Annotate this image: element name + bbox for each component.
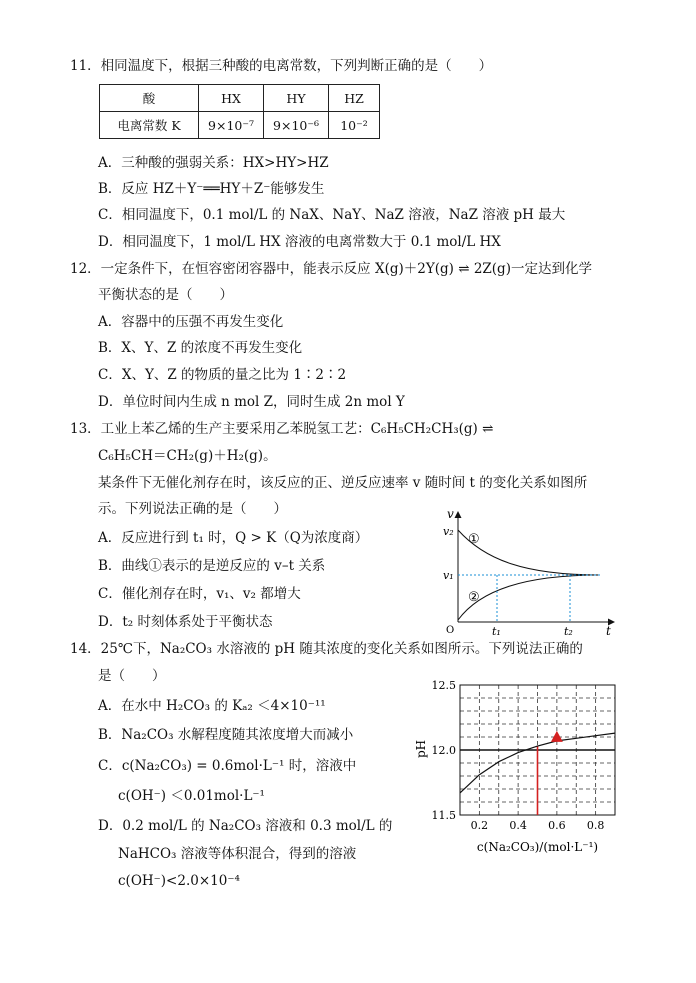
q13-option-c: C．催化剂存在时，v₁、v₂ 都增大 <box>98 586 301 602</box>
curve-2-label: ② <box>468 590 480 605</box>
table-row <box>100 112 380 139</box>
v2-label: v₂ <box>443 525 454 538</box>
q14-stem-line1: 14．25℃下，Na₂CO₃ 水溶液的 pH 随其浓度的变化关系如图所示。下列说法正确的 <box>70 641 583 657</box>
q11-stem: 11．相同温度下，根据三种酸的电离常数，下列判断正确的是（ ） <box>70 58 493 74</box>
q13-option-a: A．反应进行到 t₁ 时，Q > K（Q为浓度商） <box>98 530 369 546</box>
y-tick-label: 12.5 <box>431 679 456 692</box>
q14-stem-line2: 是（ ） <box>98 668 166 684</box>
q12-option-c: C．X、Y、Z 的物质的量之比为 1∶2∶2 <box>98 367 347 383</box>
q14-option-d-line2: NaHCO₃ 溶液等体积混合，得到的溶液 <box>118 846 357 862</box>
q12-option-b: B．X、Y、Z 的浓度不再发生变化 <box>98 340 303 356</box>
q14-option-b: B．Na₂CO₃ 水解程度随其浓度增大而减小 <box>98 727 354 743</box>
q13-stem-line2: C₆H₅CH＝CH₂(g)＋H₂(g)。 <box>98 448 277 464</box>
table-header-cell: HZ <box>329 85 380 112</box>
table-row-label: 电离常数 K <box>100 112 199 139</box>
t1-label: t₁ <box>492 625 501 638</box>
x-tick-label: 0.6 <box>548 819 566 832</box>
q12-stem-line2: 平衡状态的是（ ） <box>98 287 233 303</box>
y-axis-label: pH <box>414 739 428 758</box>
x-axis-label: c(Na₂CO₃)/(mol·L⁻¹) <box>476 840 599 854</box>
q11-option-d: D．相同温度下，1 mol/L HX 溶液的电离常数大于 0.1 mol/L HX <box>98 234 501 250</box>
origin-label: O <box>446 625 455 636</box>
q13-rate-graph <box>410 505 620 640</box>
q14-option-d-line3: c(OH⁻)<2.0×10⁻⁴ <box>118 873 240 889</box>
table-header-cell: 酸 <box>100 85 199 112</box>
y-tick-label: 12.0 <box>431 744 456 757</box>
q14-ph-chart <box>405 675 625 865</box>
v1-label: v₁ <box>443 569 454 582</box>
q11-option-a: A．三种酸的强弱关系：HX>HY>HZ <box>98 155 329 171</box>
q12-stem-line1: 12．一定条件下，在恒容密闭容器中，能表示反应 X(g)＋2Y(g) ⇌ 2Z(g)一定达到化学 <box>70 261 592 277</box>
q14-option-c-line1: C．c(Na₂CO₃) = 0.6mol·L⁻¹ 时，溶液中 <box>98 758 357 774</box>
table-header-cell: HX <box>199 85 264 112</box>
table-header-cell: HY <box>264 85 329 112</box>
x-tick-label: 0.8 <box>586 819 605 832</box>
y-axis-label: v <box>447 507 454 521</box>
q13-stem-line3: 某条件下无催化剂存在时，该反应的正、逆反应速率 v 随时间 t 的变化关系如图所 <box>98 475 588 491</box>
table-header-row <box>100 85 380 112</box>
q13-option-b: B．曲线①表示的是逆反应的 v–t 关系 <box>98 558 326 574</box>
q13-stem-line1: 13．工业上苯乙烯的生产主要采用乙苯脱氢工艺：C₆H₅CH₂CH₃(g) ⇌ <box>70 421 494 437</box>
table-cell: 9×10⁻⁶ <box>264 112 329 139</box>
q12-option-d: D．单位时间内生成 n mol Z，同时生成 2n mol Y <box>98 394 405 410</box>
q11-option-b: B．反应 HZ＋Y⁻══HY＋Z⁻能够发生 <box>98 181 325 197</box>
q14-option-c-line2: c(OH⁻) ＜0.01mol·L⁻¹ <box>118 788 265 804</box>
x-tick-label: 0.4 <box>509 819 527 832</box>
q14-option-d-line1: D．0.2 mol/L 的 Na₂CO₃ 溶液和 0.3 mol/L 的 <box>98 818 393 834</box>
q14-option-a: A．在水中 H₂CO₃ 的 Kₐ₂ ＜4×10⁻¹¹ <box>98 698 326 714</box>
curve-1-label: ① <box>468 532 480 547</box>
t2-label: t₂ <box>564 625 573 638</box>
q11-option-c: C．相同温度下，0.1 mol/L 的 NaX、NaY、NaZ 溶液，NaZ 溶液 pH 最大 <box>98 207 566 223</box>
x-axis-label: t <box>606 624 611 638</box>
table-cell: 9×10⁻⁷ <box>199 112 264 139</box>
y-tick-label: 11.5 <box>431 809 456 822</box>
q12-option-a: A．容器中的压强不再发生变化 <box>98 314 284 330</box>
table-cell: 10⁻² <box>329 112 380 139</box>
q13-stem-line4: 示。下列说法正确的是（ ） <box>98 501 287 517</box>
q13-option-d: D．t₂ 时刻体系处于平衡状态 <box>98 614 273 630</box>
x-tick-label: 0.2 <box>470 819 489 832</box>
q11-constant-table <box>99 84 380 139</box>
red-triangle-marker <box>551 731 563 742</box>
